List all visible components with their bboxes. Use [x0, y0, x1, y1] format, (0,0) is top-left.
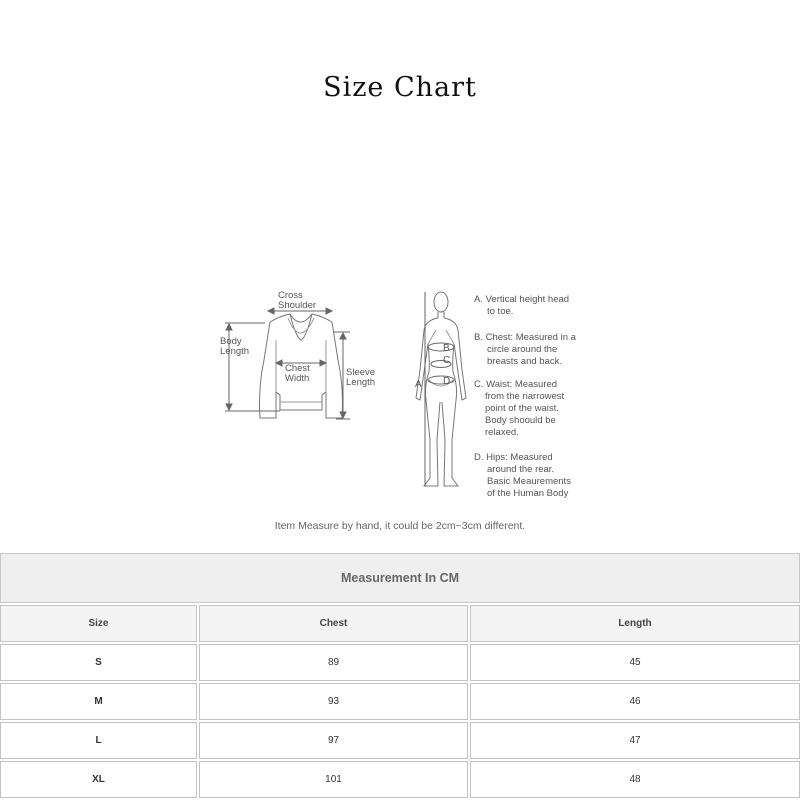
- table-row-length: 45: [470, 644, 800, 681]
- legend-b: B. Chest: Measured in a circle around the breasts and back.: [474, 332, 576, 367]
- marker-a: A: [415, 379, 422, 390]
- legend-a: A. Vertical height head to toe.: [474, 294, 570, 317]
- table-row-length: 47: [470, 722, 800, 759]
- legend-d: D. Hips: Measured around the rear. Basic Meaurements of the Human Body: [474, 452, 571, 499]
- marker-d: D: [443, 376, 451, 387]
- column-header-chest: Chest: [199, 605, 468, 642]
- sleeve-length-label: Sleeve Length: [346, 367, 376, 388]
- marker-b: B: [443, 343, 450, 354]
- cross-shoulder-label: Cross Shoulder: [278, 290, 317, 311]
- column-header-length: Length: [470, 605, 800, 642]
- page-title: Size Chart: [323, 72, 477, 103]
- chest-width-label: Chest Width: [285, 363, 310, 384]
- legend-c: C. Waist: Measured from the narrowest point of the waist. Body shoould be relaxed.: [474, 379, 565, 438]
- size-table: [0, 553, 800, 800]
- table-title: Measurement In CM: [0, 553, 800, 603]
- table-row-length: 48: [470, 761, 800, 798]
- table-row-size: M: [0, 683, 197, 720]
- table-row-size: L: [0, 722, 197, 759]
- table-row-size: XL: [0, 761, 197, 798]
- column-header-size: Size: [0, 605, 197, 642]
- table-row-chest: 97: [199, 722, 468, 759]
- table-row-chest: 101: [199, 761, 468, 798]
- body-figure: [416, 292, 466, 486]
- table-row-chest: 89: [199, 644, 468, 681]
- table-row-length: 46: [470, 683, 800, 720]
- table-row-chest: 93: [199, 683, 468, 720]
- table-row-size: S: [0, 644, 197, 681]
- body-length-label: Body Length: [220, 336, 250, 357]
- marker-c: C: [443, 355, 451, 366]
- measurement-note: Item Measure by hand, it could be 2cm~3cm different.: [274, 520, 526, 532]
